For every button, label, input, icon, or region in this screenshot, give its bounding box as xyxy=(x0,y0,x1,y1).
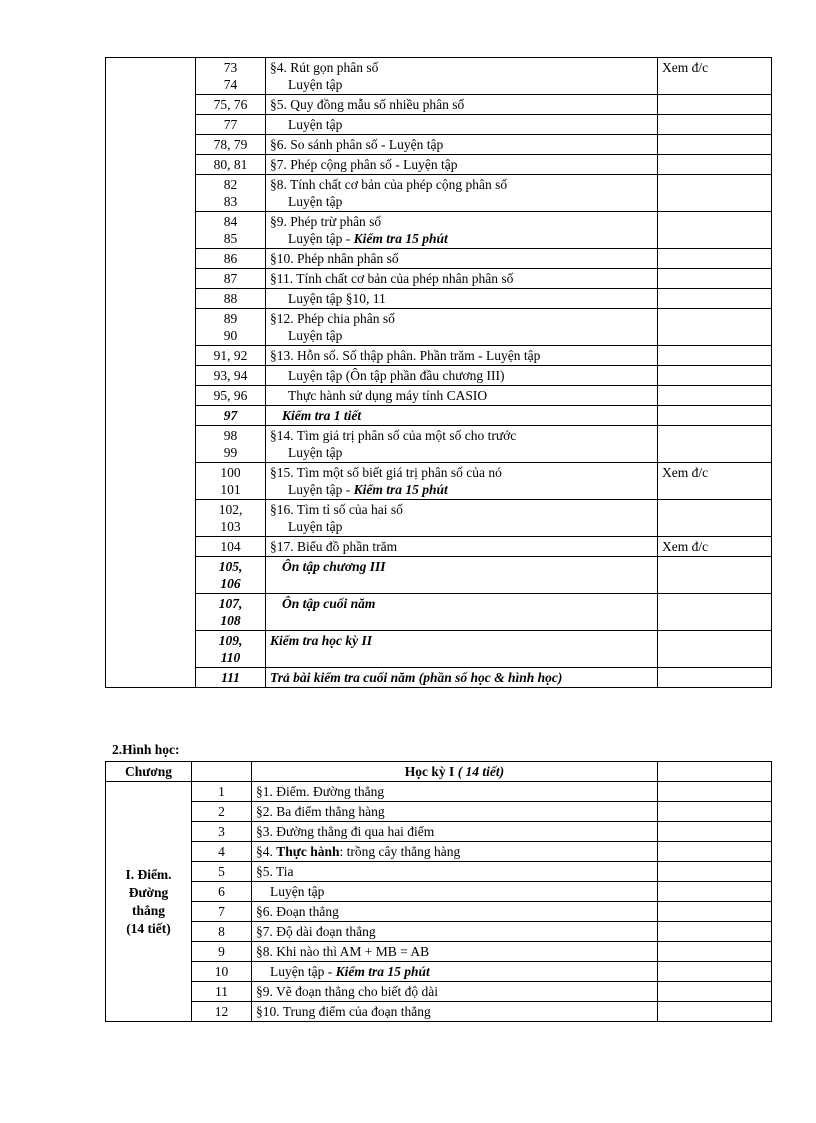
period-number: 102, xyxy=(218,502,243,517)
period-number: 98 xyxy=(223,428,238,443)
lesson-cell xyxy=(266,135,658,155)
period-number: 80, 81 xyxy=(213,157,248,172)
lesson-text: Luyện tập - xyxy=(288,231,354,246)
note-cell xyxy=(658,942,772,962)
lesson-line xyxy=(270,96,653,113)
note-cell xyxy=(658,668,772,688)
lesson-cell xyxy=(266,212,658,249)
lesson-cell xyxy=(252,902,658,922)
lesson-text: §7. Phép cộng phân số - Luyện tập xyxy=(270,157,458,172)
table-row xyxy=(106,1002,772,1022)
period-number: 107, xyxy=(218,596,243,611)
note-cell: Xem đ/c xyxy=(658,463,772,500)
lesson-cell xyxy=(266,175,658,212)
note-cell xyxy=(658,862,772,882)
lesson-cell xyxy=(266,366,658,386)
period-number-cell xyxy=(196,557,266,594)
lesson-text: §9. Vẽ đoạn thẳng cho biết độ dài xyxy=(256,984,438,999)
note-cell xyxy=(658,95,772,115)
lesson-line xyxy=(270,347,653,364)
lesson-text: Luyện tập (Ôn tập phần đầu chương III) xyxy=(288,368,505,383)
period-number: 2 xyxy=(192,802,252,822)
lesson-line xyxy=(270,310,653,327)
lesson-text: §6. So sánh phân số - Luyện tập xyxy=(270,137,444,152)
lesson-line xyxy=(270,230,653,247)
note-cell xyxy=(658,406,772,426)
table-row xyxy=(106,269,772,289)
note-cell xyxy=(658,289,772,309)
lesson-line xyxy=(270,156,653,173)
table-row xyxy=(106,962,772,982)
lesson-text: §11. Tính chất cơ bản của phép nhân phân số xyxy=(270,271,514,286)
table-row xyxy=(106,366,772,386)
table-row xyxy=(106,922,772,942)
period-number: 82 xyxy=(223,177,238,192)
lesson-line xyxy=(270,76,653,93)
lesson-text: Luyện tập - xyxy=(270,964,336,979)
lesson-cell xyxy=(266,594,658,631)
note-cell xyxy=(658,175,772,212)
period-number-cell xyxy=(196,155,266,175)
lesson-text: §13. Hỗn số. Số thập phân. Phần trăm - Luyện tập xyxy=(270,348,541,363)
lesson-text: Luyện tập §10, 11 xyxy=(288,291,386,306)
lesson-text: §8. Tính chất cơ bản của phép cộng phân số xyxy=(270,177,508,192)
note-cell xyxy=(658,782,772,802)
semester-label: Học kỳ I xyxy=(404,764,458,779)
table-row xyxy=(106,882,772,902)
semester-header xyxy=(252,762,658,782)
period-number: 91, 92 xyxy=(213,348,248,363)
chapter-name-line: (14 tiết) xyxy=(126,920,171,936)
lesson-text: Luyện tập xyxy=(288,445,343,460)
note-cell xyxy=(658,802,772,822)
period-number: 93, 94 xyxy=(213,368,248,383)
lesson-cell xyxy=(266,309,658,346)
lesson-line xyxy=(270,387,653,404)
table-row xyxy=(106,95,772,115)
table-row xyxy=(106,115,772,135)
table-row xyxy=(106,309,772,346)
note-cell xyxy=(658,309,772,346)
period-number: 9 xyxy=(192,942,252,962)
lesson-line xyxy=(270,427,653,444)
period-number: 77 xyxy=(223,117,238,132)
lesson-text: Luyện tập xyxy=(288,519,343,534)
note-cell xyxy=(658,882,772,902)
lesson-line xyxy=(270,407,653,424)
lesson-cell xyxy=(266,668,658,688)
lesson-cell xyxy=(266,426,658,463)
lesson-text: §15. Tìm một số biết giá trị phân số của nó xyxy=(270,465,502,480)
lesson-cell xyxy=(266,500,658,537)
lesson-line xyxy=(270,481,653,498)
period-number: 12 xyxy=(192,1002,252,1022)
lesson-line xyxy=(270,327,653,344)
period-number: 103 xyxy=(220,519,241,534)
table-row xyxy=(106,386,772,406)
lesson-text: §10. Trung điểm của đoạn thẳng xyxy=(256,1004,431,1019)
note-cell: Xem đ/c xyxy=(658,537,772,557)
lesson-text: §16. Tìm tỉ số của hai số xyxy=(270,502,403,517)
period-number: 1 xyxy=(192,782,252,802)
lesson-cell xyxy=(266,269,658,289)
table-row xyxy=(106,982,772,1002)
table-row xyxy=(106,426,772,463)
table-row xyxy=(106,902,772,922)
note-cell: Xem đ/c xyxy=(658,58,772,95)
table-row xyxy=(106,631,772,668)
note-cell xyxy=(658,822,772,842)
lesson-cell xyxy=(266,537,658,557)
period-number-cell xyxy=(196,58,266,95)
note-cell xyxy=(658,346,772,366)
period-number-cell xyxy=(196,115,266,135)
lesson-cell xyxy=(252,922,658,942)
note-cell xyxy=(658,212,772,249)
period-number: 90 xyxy=(223,328,238,343)
period-number-cell xyxy=(196,463,266,500)
lesson-text: Kiểm tra học kỳ II xyxy=(270,633,373,648)
note-cell xyxy=(658,386,772,406)
period-number-cell xyxy=(196,366,266,386)
lesson-text: Kiểm tra 15 phút xyxy=(335,964,430,979)
period-number: 10 xyxy=(192,962,252,982)
table-row xyxy=(106,822,772,842)
lesson-line xyxy=(270,290,653,307)
lesson-text: Kiểm tra 1 tiết xyxy=(282,408,362,423)
period-number: 106 xyxy=(220,576,241,591)
period-number: 84 xyxy=(223,214,238,229)
period-number-cell xyxy=(196,668,266,688)
lesson-cell xyxy=(252,962,658,982)
lesson-text: §17. Biểu đồ phần trăm xyxy=(270,539,398,554)
table-row xyxy=(106,135,772,155)
lesson-text: Luyện tập xyxy=(288,77,343,92)
table-row xyxy=(106,862,772,882)
note-cell xyxy=(658,155,772,175)
lesson-line xyxy=(270,136,653,153)
geometry-section-title: 2.Hình học: xyxy=(112,742,180,757)
lesson-text: §3. Đường thẳng đi qua hai điểm xyxy=(256,824,435,839)
period-number-cell xyxy=(196,95,266,115)
period-number: 95, 96 xyxy=(213,388,248,403)
note-cell xyxy=(658,631,772,668)
period-number-cell xyxy=(196,175,266,212)
num-header xyxy=(192,762,252,782)
lesson-cell xyxy=(252,842,658,862)
lesson-text: §5. Tia xyxy=(256,864,294,879)
period-number: 109, xyxy=(218,633,243,648)
period-number: 5 xyxy=(192,862,252,882)
period-number-cell xyxy=(196,135,266,155)
lesson-line xyxy=(270,669,653,686)
lesson-cell xyxy=(266,463,658,500)
period-number-cell xyxy=(196,594,266,631)
lesson-text: Luyện tập xyxy=(270,884,325,899)
period-number: 108 xyxy=(220,613,241,628)
lesson-cell xyxy=(266,155,658,175)
lesson-cell xyxy=(266,58,658,95)
note-cell xyxy=(658,922,772,942)
period-number-cell xyxy=(196,269,266,289)
lesson-text: §10. Phép nhân phân số xyxy=(270,251,399,266)
period-number: 88 xyxy=(223,291,238,306)
table-row xyxy=(106,155,772,175)
lesson-line xyxy=(270,464,653,481)
table-row xyxy=(106,346,772,366)
table-row xyxy=(106,802,772,822)
geometry-schedule-table xyxy=(105,761,772,1022)
lesson-cell xyxy=(266,115,658,135)
lesson-line xyxy=(270,250,653,267)
lesson-text: §9. Phép trừ phân số xyxy=(270,214,382,229)
table-row xyxy=(106,249,772,269)
lesson-text: §1. Điểm. Đường thẳng xyxy=(256,784,385,799)
lesson-line xyxy=(270,558,653,575)
table-row xyxy=(106,537,772,557)
lesson-line xyxy=(270,595,653,612)
lesson-text: §5. Quy đồng mẫu số nhiều phân số xyxy=(270,97,465,112)
note-cell xyxy=(658,982,772,1002)
lesson-cell xyxy=(252,802,658,822)
note-cell xyxy=(658,269,772,289)
chapter-cell xyxy=(106,782,192,1022)
note-cell xyxy=(658,366,772,386)
period-number-cell xyxy=(196,631,266,668)
table-row xyxy=(106,406,772,426)
period-number: 6 xyxy=(192,882,252,902)
period-number: 73 xyxy=(223,60,238,75)
period-number: 83 xyxy=(223,194,238,209)
period-number: 100 xyxy=(220,465,241,480)
note-cell xyxy=(658,594,772,631)
table-row xyxy=(106,289,772,309)
lesson-cell xyxy=(252,982,658,1002)
table-row xyxy=(106,942,772,962)
lesson-text: Thực hành xyxy=(276,844,340,859)
chapter-cell xyxy=(106,58,196,688)
lesson-text: §8. Khi nào thì AM + MB = AB xyxy=(256,944,430,959)
lesson-cell xyxy=(252,822,658,842)
table-row xyxy=(106,557,772,594)
period-number: 74 xyxy=(223,77,238,92)
period-number-cell xyxy=(196,289,266,309)
period-number: 4 xyxy=(192,842,252,862)
lesson-text: §7. Độ dài đoạn thẳng xyxy=(256,924,376,939)
lesson-line xyxy=(270,213,653,230)
note-cell xyxy=(658,1002,772,1022)
period-number: 75, 76 xyxy=(213,97,248,112)
table-row xyxy=(106,58,772,95)
period-number: 101 xyxy=(220,482,241,497)
lesson-text: Ôn tập chương III xyxy=(282,559,386,574)
lesson-text: Trả bài kiểm tra cuối năm (phần số học & hình học) xyxy=(270,670,563,685)
table-row xyxy=(106,500,772,537)
period-number: 110 xyxy=(220,650,241,665)
period-number-cell xyxy=(196,249,266,269)
period-number: 89 xyxy=(223,311,238,326)
note-cell xyxy=(658,962,772,982)
lesson-cell xyxy=(252,942,658,962)
arithmetic-schedule-table xyxy=(105,57,772,688)
note-header xyxy=(658,762,772,782)
period-number-cell xyxy=(196,406,266,426)
table-row xyxy=(106,782,772,802)
lesson-cell xyxy=(266,406,658,426)
lesson-text: Kiểm tra 15 phút xyxy=(353,482,448,497)
lesson-cell xyxy=(252,882,658,902)
chapter-name-line: thẳng xyxy=(131,902,165,918)
period-number-cell xyxy=(196,426,266,463)
chapter-name-line: I. Điểm. xyxy=(125,866,172,882)
lesson-text: Luyện tập xyxy=(288,117,343,132)
lesson-cell xyxy=(252,1002,658,1022)
lesson-text: §4. Rút gọn phân số xyxy=(270,60,379,75)
lesson-line xyxy=(270,501,653,518)
period-number: 85 xyxy=(223,231,238,246)
lesson-cell xyxy=(266,386,658,406)
lesson-text: §14. Tìm giá trị phân số của một số cho trước xyxy=(270,428,517,443)
lesson-cell xyxy=(266,249,658,269)
period-number-cell xyxy=(196,537,266,557)
lesson-line xyxy=(270,632,653,649)
table-row xyxy=(106,842,772,862)
lesson-cell xyxy=(252,782,658,802)
note-cell xyxy=(658,115,772,135)
period-number-cell xyxy=(196,500,266,537)
lesson-cell xyxy=(266,95,658,115)
chapter-header: Chương xyxy=(106,762,192,782)
period-number: 11 xyxy=(192,982,252,1002)
lesson-text: Kiểm tra 15 phút xyxy=(353,231,448,246)
period-number-cell xyxy=(196,346,266,366)
lesson-line xyxy=(270,538,653,555)
lesson-text: §2. Ba điểm thẳng hàng xyxy=(256,804,385,819)
period-number: 8 xyxy=(192,922,252,942)
lesson-text: Luyện tập xyxy=(288,328,343,343)
table-header-row xyxy=(106,762,772,782)
lesson-text: Luyện tập xyxy=(288,194,343,209)
lesson-line xyxy=(270,176,653,193)
lesson-cell xyxy=(252,862,658,882)
lesson-text: §6. Đoạn thẳng xyxy=(256,904,339,919)
lesson-text: : trồng cây thẳng hàng xyxy=(339,844,461,859)
chapter-name-line: Đường xyxy=(128,884,169,900)
lesson-line xyxy=(270,270,653,287)
lesson-line xyxy=(270,367,653,384)
period-number-cell xyxy=(196,309,266,346)
period-number: 97 xyxy=(223,408,238,423)
lesson-cell xyxy=(266,346,658,366)
semester-hours: ( 14 tiết) xyxy=(457,764,505,779)
note-cell xyxy=(658,842,772,862)
period-number: 7 xyxy=(192,902,252,922)
note-cell xyxy=(658,135,772,155)
lesson-text: Luyện tập - xyxy=(288,482,354,497)
period-number: 78, 79 xyxy=(213,137,248,152)
lesson-cell xyxy=(266,631,658,668)
note-cell xyxy=(658,249,772,269)
note-cell xyxy=(658,500,772,537)
lesson-line xyxy=(270,193,653,210)
lesson-cell xyxy=(266,557,658,594)
table-row xyxy=(106,463,772,500)
table-row xyxy=(106,594,772,631)
table-row xyxy=(106,212,772,249)
period-number: 87 xyxy=(223,271,238,286)
lesson-cell xyxy=(266,289,658,309)
table-row xyxy=(106,175,772,212)
lesson-line xyxy=(270,518,653,535)
lesson-line xyxy=(270,444,653,461)
period-number-cell xyxy=(196,212,266,249)
period-number: 104 xyxy=(220,539,241,554)
lesson-text: Ôn tập cuối năm xyxy=(282,596,376,611)
period-number: 111 xyxy=(221,670,240,685)
period-number: 99 xyxy=(223,445,238,460)
note-cell xyxy=(658,557,772,594)
lesson-text: Thực hành sử dụng máy tính CASIO xyxy=(288,388,488,403)
note-cell xyxy=(658,426,772,463)
period-number: 86 xyxy=(223,251,238,266)
table-row xyxy=(106,668,772,688)
note-cell xyxy=(658,902,772,922)
period-number-cell xyxy=(196,386,266,406)
lesson-text: §12. Phép chia phân số xyxy=(270,311,395,326)
period-number: 3 xyxy=(192,822,252,842)
period-number: 105, xyxy=(218,559,243,574)
lesson-line xyxy=(270,116,653,133)
lesson-line xyxy=(270,59,653,76)
lesson-text: §4. xyxy=(256,844,277,859)
